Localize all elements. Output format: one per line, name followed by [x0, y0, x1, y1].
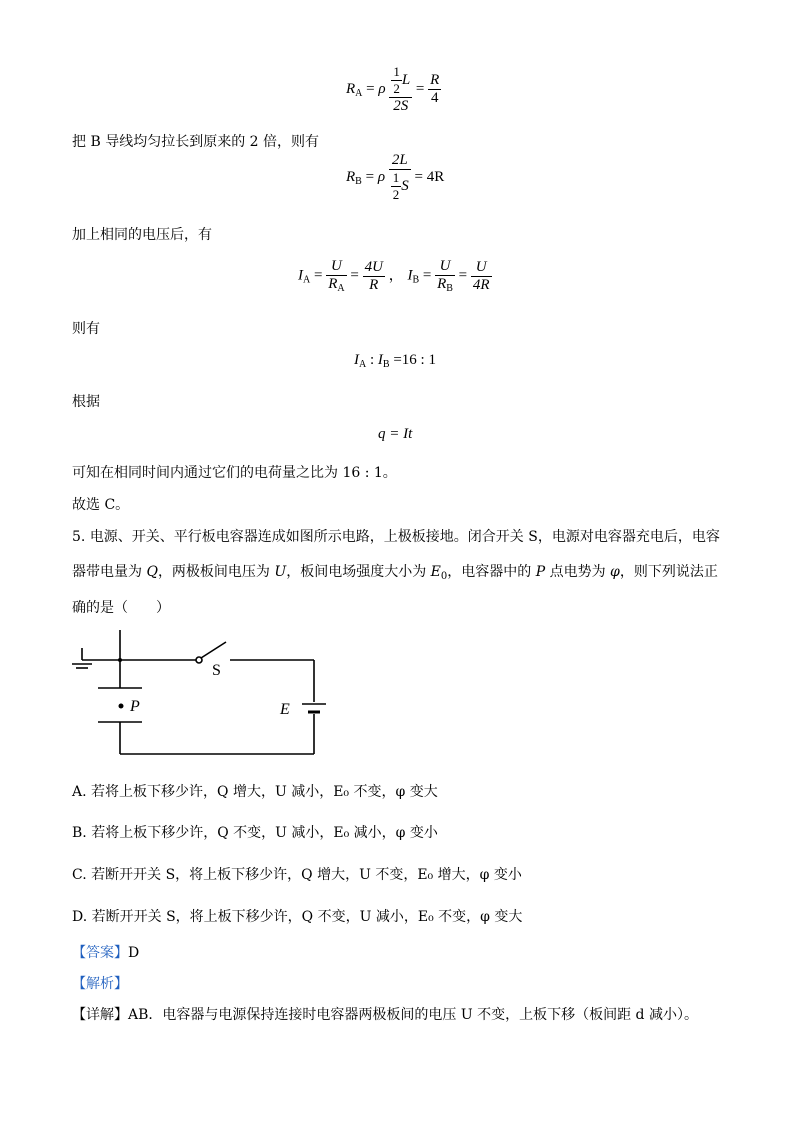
text-line: 根据 — [72, 394, 100, 410]
switch-label: S — [212, 662, 221, 679]
text-line: 把 B 导线均匀拉长到原来的 2 倍，则有 — [72, 134, 319, 150]
option-c[interactable]: C. 若断开开关 S，将上板下移少许，Q 增大，U 不变，E₀ 增大，φ 变小 — [72, 867, 522, 883]
switch-icon — [201, 642, 226, 658]
detail-line — [72, 1004, 698, 1024]
formula-ratio: $I_A$ : $I_B =16$ : 1 — [354, 352, 436, 370]
fraction: $\frac{R}{4}$ — [430, 72, 440, 106]
option-b[interactable]: B. 若将上板下移少许，Q 不变，U 减小，E₀ 减小，φ 变小 — [72, 825, 438, 841]
formula-charge: q = It — [378, 426, 413, 442]
text-line: 则有 — [72, 321, 100, 337]
point-dot — [119, 704, 124, 709]
question-stem: 5. 电源、开关、平行板电容器连成如图所示电路，上极板接地。闭合开关 S，电源对电容器充电后，电容 — [72, 529, 720, 545]
fraction: $\frac{4U}{R}$ — [364, 258, 383, 293]
question-stem: 器带电量为 Q，两极板间电压为 U，板间电场强度大小为 $E_0$，电容器中的 P 点电势为 φ，则下列说法正 — [72, 564, 718, 582]
question-stem: 确的是（ ） — [72, 600, 170, 616]
option-d[interactable]: D. 若断开开关 S，将上板下移少许，Q 不变，U 减小，E₀ 不变，φ 变大 — [72, 909, 523, 925]
junction-dot — [118, 658, 122, 662]
text-line: 故选 C。 — [72, 497, 130, 513]
text-line: 可知在相同时间内通过它们的电荷量之比为 16 : 1。 — [72, 465, 397, 481]
point-label: P — [130, 698, 140, 715]
analysis-label: 【解析】 — [72, 976, 128, 992]
detail-label: 【详解】 — [72, 1007, 128, 1023]
fraction: 2L $\frac{1}{2}$ S — [389, 152, 411, 203]
answer-value: D — [128, 945, 140, 961]
formula-ra: $R_A = \rho$ $\frac{1}{2}$ L 2S = $\frac{R}{4}$ — [346, 64, 440, 114]
answer-line — [72, 942, 139, 962]
fraction: $\frac{U}{R_A}$ — [328, 258, 345, 294]
answer-label: 【答案】 — [72, 945, 128, 961]
circuit-diagram — [68, 630, 328, 760]
fraction: $\frac{U}{R_B}$ — [437, 258, 453, 294]
formula-currents: $I_A$ = $\frac{U}{R_A}$ = $\frac{4U}{R}$ ， $I_B$ = $\frac{U}{R_B}$ = $\frac{U}{4R}$ — [298, 258, 490, 294]
option-a[interactable]: A. 若将上板下移少许，Q 增大，U 减小，E₀ 不变，φ 变大 — [72, 784, 438, 800]
fraction: $\frac{1}{2}$ L 2S — [389, 64, 412, 115]
source-label: E — [280, 701, 290, 718]
formula-rb: $R_B = \rho$ 2L $\frac{1}{2}$ S = 4R — [346, 152, 445, 202]
fraction: $\frac{U}{4R}$ — [472, 258, 490, 293]
text-line: 加上相同的电压后，有 — [72, 227, 212, 243]
detail-text: AB．电容器与电源保持连接时电容器两极板间的电压 U 不变，上板下移（板间距 d 减小）。 — [128, 1007, 698, 1023]
